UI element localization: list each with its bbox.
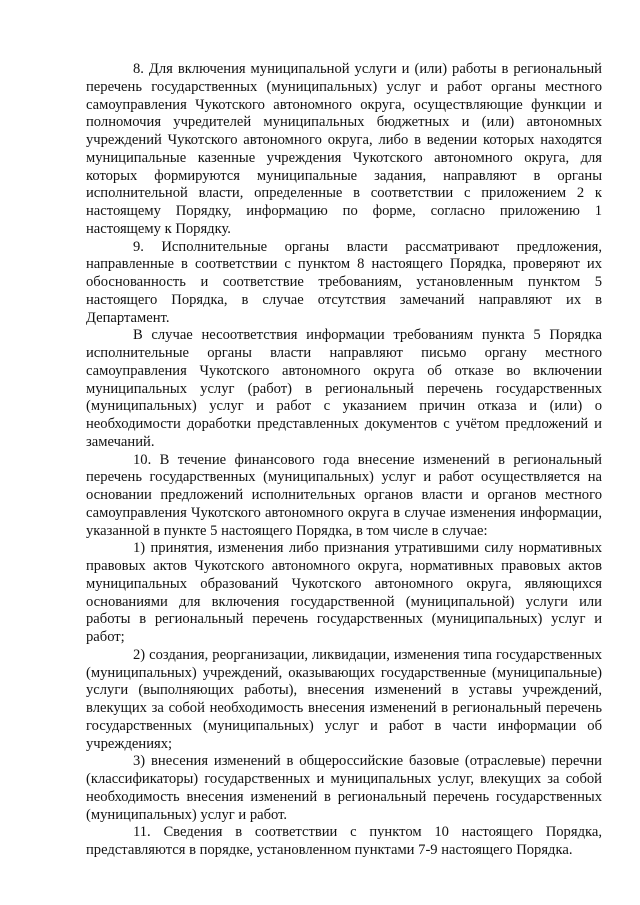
paragraph-10-item-3: 3) внесения изменений в общероссийские базовые (отраслевые) перечни (классификаторы) государственных и муниципальных услуг, влекущих за собой необходимость внесения изменений в региональный перечень государственных (муниципальных) услуг и работ. [86, 753, 602, 823]
paragraph-10-item-1: 1) принятия, изменения либо признания утратившими силу нормативных правовых актов Чукотского автономного округа, нормативных правовых актов муниципальных образований Чукотского автономного округа, являющихся основаниями для включения государственной (муниципальной) услуги или работы в региональный перечень государственных (муниципальных) услуг и работ; [86, 540, 602, 645]
paragraph-9: 9. Исполнительные органы власти рассматривают предложения, направленные в соответствии с пунктом 8 настоящего Порядка, проверяют их обоснованность и соответствие требованиям, установленным пунктом 5 настоящего Порядка, в случае отсутствия замечаний направляют их в Департамент. [86, 238, 602, 326]
paragraph-9-refusal: В случае несоответствия информации требованиям пункта 5 Порядка исполнительные органы власти направляют письмо органу местного самоуправления Чукотского автономного округа об отказе во включении муниципальных услуг (работ) в региональный перечень государственных (муниципальных) услуг и работ с указанием причин отказа и (или) о необходимости доработки представленных документов с учётом предложений и замечаний. [86, 327, 602, 450]
paragraph-11: 11. Сведения в соответствии с пунктом 10 настоящего Порядка, представляются в порядке, установленном пунктами 7-9 настоящего Порядка. [86, 824, 602, 858]
paragraph-10: 10. В течение финансового года внесение изменений в региональный перечень государственных (муниципальных) услуг и работ осуществляется на основании предложений исполнительных органов власти и органов местного самоуправления Чукотского автономного округа в случае изменения информации, указанной в пункте 5 настоящего Порядка, в том числе в случае: [86, 451, 602, 539]
paragraph-8: 8. Для включения муниципальной услуги и (или) работы в региональный перечень государственных (муниципальных) услуг и работ органы местного самоуправления Чукотского автономного округа, осуществляющие функции и полномочия учредителей муниципальных бюджетных и (или) автономных учреждений Чукотского автономного округа, либо в ведении которых находятся муниципальные казенные учреждения Чукотского автономного округа, для которых формируются муниципальные задания, направляют в органы исполнительной власти, определенные в соответствии с приложением 2 к настоящему Порядку, информацию по форме, согласно приложению 1 настоящему к Порядку. [86, 61, 602, 237]
document-page [86, 61, 602, 860]
paragraph-10-item-2: 2) создания, реорганизации, ликвидации, изменения типа государственных (муниципальных) учреждений, оказывающих государственные (муниципальные) услуги (выполняющих работы), внесения изменений в уставы учреждений, влекущих за собой необходимость внесения изменений в региональный перечень государственных (муниципальных) услуг и работ в части информации об учреждениях; [86, 646, 602, 752]
